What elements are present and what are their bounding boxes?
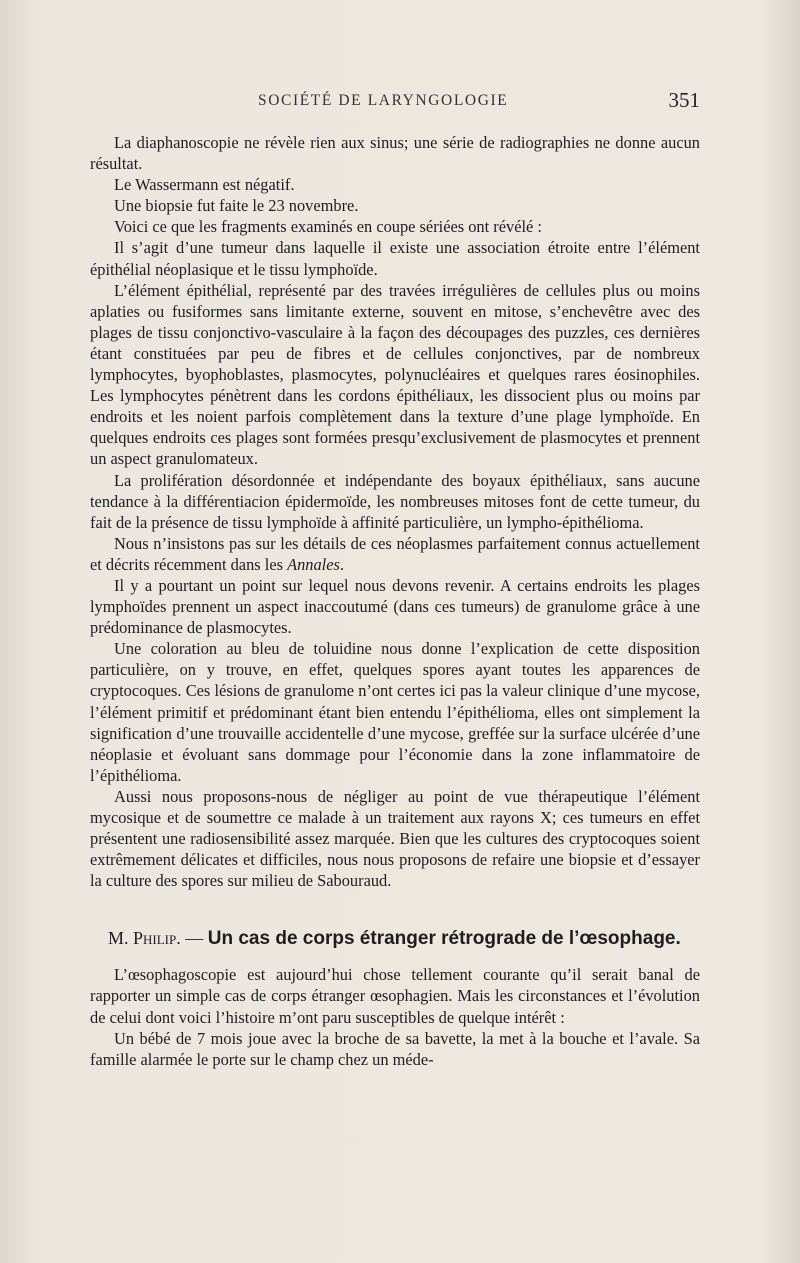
author-initial: M. — [108, 928, 134, 949]
author-name: Philip — [133, 928, 177, 949]
page-header — [90, 88, 700, 118]
paragraph-biopsie: Une biopsie fut faite le 23 novembre. — [114, 196, 359, 216]
running-head: SOCIÉTÉ DE LARYNGOLOGIE — [258, 92, 509, 109]
author-dash: . — — [176, 928, 208, 949]
section-author — [108, 928, 208, 948]
section-title: Un cas de corps étranger rétrograde de l’œsophage. — [207, 928, 681, 950]
insistons-text: Nous n’insistons pas sur les détails de ces néoplasmes parfaitement connus actuellement et décrits récemment dans les — [90, 533, 700, 574]
article-body — [90, 132, 700, 1070]
paragraph-pourtant: Il y a pourtant un point sur lequel nous devons revenir. A certains endroits les plages lymphoïdes prennent un aspect inaccoutumé (dans ces tumeurs) de granulome grâce à une prédominance de plasmocytes. — [90, 575, 700, 638]
paragraph-oesophagoscopie: L’œsophagoscopie est aujourd’hui chose tellement courante qu’il serait banal de rapporter un simple cas de corps étranger œsophagien. Mais les circonstances et l’évolution de celui dont voici l’histoire m’ont paru susceptibles de quelque intérêt : — [90, 965, 700, 1027]
section-heading — [90, 927, 700, 950]
paragraph-element-epithelial: L’élément épithélial, représenté par des travées irrégulières de cellules plus ou moins aplaties ou fusiformes sans limitante externe, souvent en mitose, s’enchevêtre avec des plages de tissu conjonctivo-vasculaire à la façon des découpages des puzzles, ces dernières étant constituées par peu de fibres et de cellules conjonctives, par de nombreux lymphocytes, byophoblastes, plasmocytes, polynucléaires et quelques rares éosinophiles. Les lymphocytes pénètrent dans les cordons épithéliaux, les dissocient plus ou moins par endroits et les noient parfois complètement dans la texture d’une plage lymphoïde. En quelques endroits ces plages sont formées presqu’exclusivement de plasmocytes et prennent un aspect granulomateux. — [90, 280, 700, 469]
journal-title: Annales — [287, 554, 340, 574]
paragraph-nous-insistons — [90, 533, 700, 575]
paragraph-wassermann: Le Wassermann est négatif. — [114, 175, 295, 195]
paragraph-fragments: Voici ce que les fragments examinés en coupe sériées ont révélé : — [114, 217, 542, 237]
paragraph-coloration: Une coloration au bleu de toluidine nous donne l’explication de cette disposition particulière, on y trouve, en effet, quelques spores ayant toutes les apparences de cryptocoques. Ces lésions de granulome n’ont certes ici pas la valeur clinique d’une mycose, l’élément primitif et prédominant étant bien entendu l’épithélioma, elles ont simplement la signification d’une trouvaille accidentelle d’une mycose, greffée sur la surface ulcérée d’une néoplasie et évoluant sans dommage pour l’économie dans la zone inflammatoire de l’épithélioma. — [90, 639, 700, 785]
paragraph-diaphanoscopie: La diaphanoscopie ne révèle rien aux sinus; une série de radiographies ne donne aucun résultat. — [90, 133, 700, 174]
paragraph-bebe: Un bébé de 7 mois joue avec la broche de sa bavette, la met à la bouche et l’avale. Sa famille alarmée le porte sur le champ chez un méde- — [90, 1028, 700, 1069]
insistons-end: . — [339, 554, 344, 574]
paragraph-tumeur: Il s’agit d’une tumeur dans laquelle il existe une association étroite entre l’élément épithélial néoplasique et le tissu lymphoïde. — [90, 238, 700, 279]
page-number: 351 — [668, 88, 700, 112]
paragraph-proliferation: La prolifération désordonnée et indépendante des boyaux épithéliaux, sans aucune tendance à la différentiacion épidermoïde, les nombreuses mitoses font de cette tumeur, du fait de la présence de tissu lymphoïde à affinité particulière, un lympho-épithélioma. — [90, 470, 700, 532]
paragraph-therapeutique: Aussi nous proposons-nous de négliger au point de vue thérapeutique l’élément mycosique et de soumettre ce malade à un traitement aux rayons X; ces tumeurs en effet présentent une radiosensibilité assez marquée. Bien que les cultures des cryptocoques soient extrêmement délicates et difficiles, nous nous proposons de refaire une biopsie et d’essayer la culture des spores sur milieu de Sabouraud. — [90, 786, 700, 891]
